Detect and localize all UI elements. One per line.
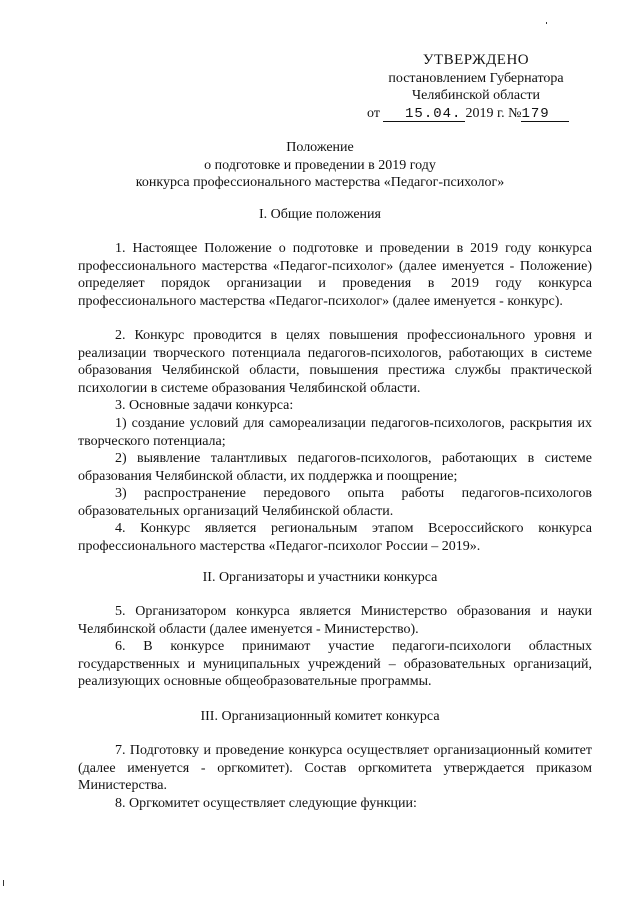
section-heading-2: II. Организаторы и участники конкурса [202,570,438,585]
approval-line-2: Челябинской области [412,88,540,103]
section-heading-3: III. Организационный комитет конкурса [200,709,440,724]
paragraph-2: 2. Конкурс проводится в целях повышения профессионального уровня и реализации творческого потенциала педагогов-психологов, работающих в системе образования Челябинской области, повышения престижа службы практической психологии в системе образования Челябинской области. [78,328,592,396]
title-line-2: о подготовке и проведении в 2019 году [204,157,436,173]
section-heading-1: I. Общие положения [259,207,381,222]
title-line-3: конкурса профессионального мастерства «Педагог-психолог» [135,175,505,190]
title-line-1: Положение [286,140,354,155]
paragraph-3-item-3: 3) распространение передового опыта работы педагогов-психологов образовательных организаций Челябинской области. [78,486,592,519]
handwritten-number: 179 [521,105,550,122]
approval-block [361,52,591,122]
handwritten-date: 15.04. [405,105,462,122]
date-prefix: от [367,105,380,121]
paragraph-1: 1. Настоящее Положение о подготовке и проведении в 2019 году конкурса профессионального мастерства «Педагог-психолог» (далее именуется - Положение) определяет порядок организации и проведения в 2019 году конкурса профессионального мастерства «Педагог-психолог» (далее именуется - конкурс). [78,241,592,309]
document-title [90,139,550,192]
scan-speck [546,22,547,24]
paragraph-3-item-2: 2) выявление талантливых педагогов-психологов, работающих в системе образования Челябинской области, их поддержка и поощрение; [78,451,592,484]
number-sign: № [508,105,522,121]
number-field [521,107,569,122]
paragraph-8: 8. Оргкомитет осуществляет следующие функции: [115,796,417,811]
approval-line-1: постановлением Губернатора [388,70,564,86]
approval-date-line [361,105,591,123]
year-text: 2019 г. [465,105,505,121]
paragraph-6: 6. В конкурсе принимают участие педагоги-психологи областных государственных и муниципальных учреждений – образовательных организаций, реализующих основные общеобразовательные программы. [78,639,592,689]
scan-speck [3,880,4,886]
paragraph-5: 5. Организатором конкурса является Министерство образования и науки Челябинской области (далее именуется - Министерство). [78,604,592,637]
paragraph-3: 3. Основные задачи конкурса: [115,398,294,413]
paragraph-3-item-1: 1) создание условий для самореализации педагогов-психологов, раскрытия их творческого потенциала; [78,416,592,449]
date-field [383,107,465,122]
approval-stamp: УТВЕРЖДЕНО [422,52,530,68]
paragraph-7: 7. Подготовку и проведение конкурса осуществляет организационный комитет (далее именуется - оргкомитет). Состав оргкомитета утверждается приказом Министерства. [78,743,592,793]
paragraph-4: 4. Конкурс является региональным этапом Всероссийского конкурса профессионального мастерства «Педагог-психолог России – 2019». [78,521,592,554]
